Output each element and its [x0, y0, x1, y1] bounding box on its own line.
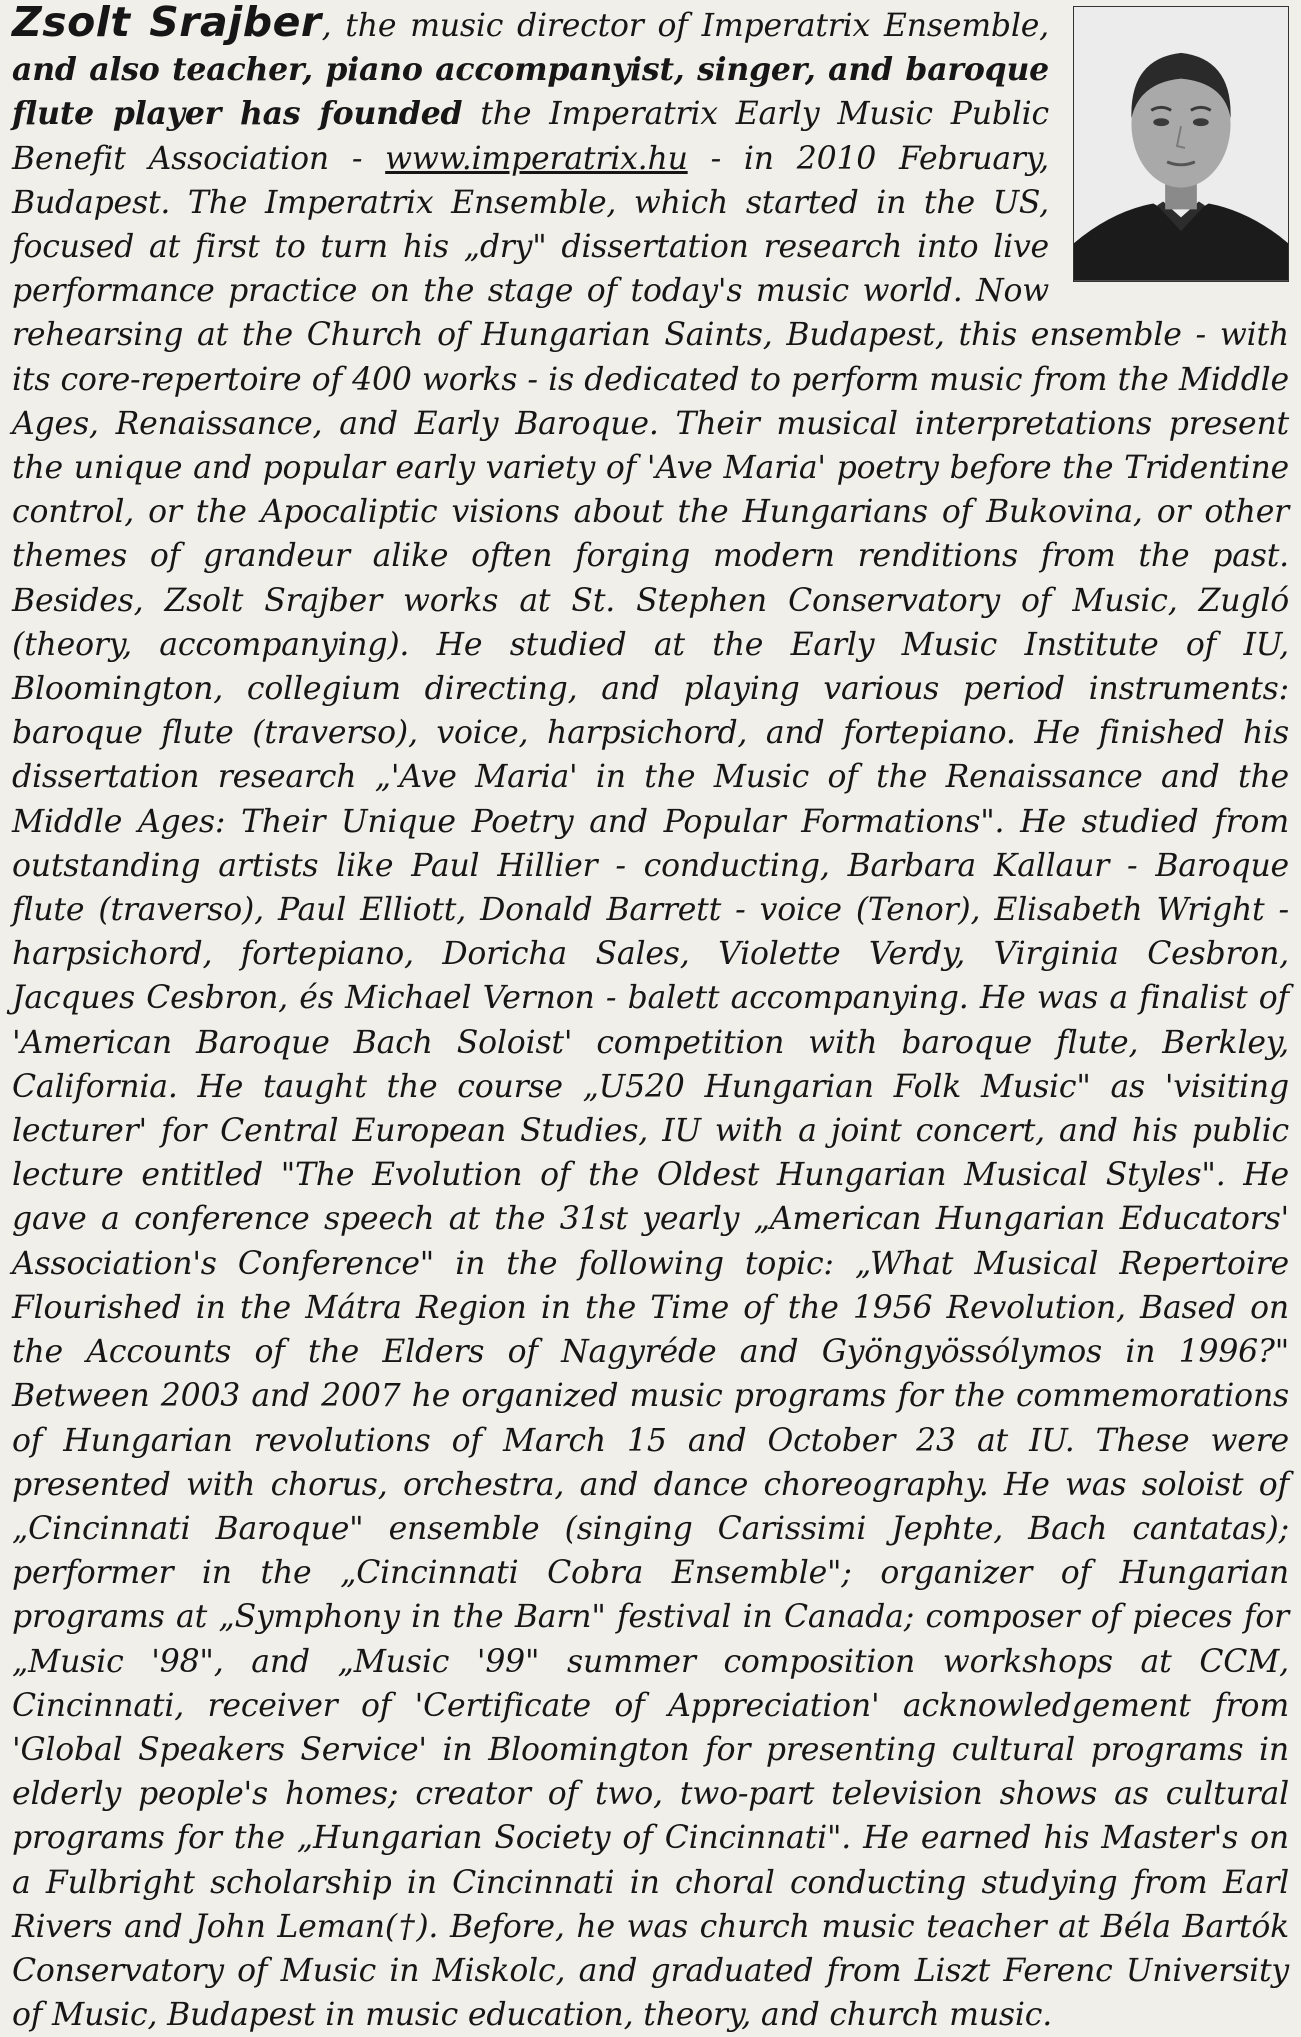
author-name: Zsolt Srajber — [12, 0, 322, 46]
intro-text: , the music director of Imperatrix Ensemble, — [321, 8, 1049, 44]
founding-text: the Imperatrix Early Music Public Benefit Association - — [12, 96, 1049, 177]
biography-body: - in 2010 February, Budapest. The Imperatrix Ensemble, which started in the US, focused at first to turn his „dry" dissertation research into live performance practice on the stage of today's music world. Now rehearsing at the Church of Hungarian Saints, Budapest, this ensemble - with its core-repertoire of 400 works - is dedicated to perform music from the Middle Ages, Renaissance, and Early Baroque. Their musical interpretations present the unique and popular early variety of 'Ave Maria' poetry before the Tridentine control, or the Apocaliptic visions about the Hungarians of Bukovina, or other themes of grandeur alike often forging modern renditions from the past. Besides, Zsolt Srajber works at St. Stephen Conservatory of Music, Zugló (theory, accompanying). He studied at the Early Music Institute of IU, Bloomington, collegium directing, and playing various period instruments: baroque flute (traverso), voice, harpsichord, and fortepiano. He finished his dissertation research „'Ave Maria' in the Music of the Renaissance and the Middle Ages: Their Unique Poetry and Popular Formations". He studied from outstanding artists like Paul Hillier - conducting, Barbara Kallaur - Baroque flute (traverso), Paul Elliott, Donald Barrett - voice (Tenor), Elisabeth Wright - harpsichord, fortepiano, Doricha Sales, Violette Verdy, Virginia Cesbron, Jacques Cesbron, és Michael Vernon - balett accompanying. He was a finalist of 'American Baroque Bach Soloist' competition with baroque flute, Berkley, California. He taught the course „U520 Hungarian Folk Music" as 'visiting lecturer' for Central European Studies, IU with a joint concert, and his public lecture entitled "The Evolution of the Oldest Hungarian Musical Styles". He gave a conference speech at the 31st yearly „American Hungarian Educators' Association's Conference" in the following topic: „What Musical Repertoire Flourished in the Mátra Region in the Time of the 1956 Revolution, Based on the Accounts of the Elders of Nagyréde and Gyöngyössólymos in 1996?" Between 2003 and 2007 he organized music programs for the commemorations of Hungarian revolutions of March 15 and October 23 at IU. These were presented with chorus, orchestra, and dance choreography. He was soloist of „Cincinnati Baroque" ensemble (singing Carissimi Jephte, Bach cantatas); performer in the „Cincinnati Cobra Ensemble"; organizer of Hungarian programs at „Symphony in the Barn" festival in Canada; composer of pieces for „Music '98", and „Music '99" summer composition workshops at CCM, Cincinnati, receiver of 'Certificate of Appreciation' acknowledgement from 'Global Speakers Service' in Bloomington for presenting cultural programs in elderly people's homes; creator of two, two-part television shows as cultural programs for the „Hungarian Society of Cincinnati". He earned his Master's on a Fulbright scholarship in Cincinnati in choral conducting studying from Earl Rivers and John Leman(†). Before, he was church music teacher at Béla Bartók Conservatory of Music in Miskolc, and graduated from Liszt Ferenc University of Music, Budapest in music education, theory, and church music. — [12, 140, 1289, 2034]
portrait-photo — [1073, 6, 1289, 282]
biography-paragraph — [12, 0, 1289, 2037]
lead-phrase: and also teacher, piano accompanyist, singer, and baroque flute player has founded — [12, 51, 1049, 133]
website-link[interactable]: www.imperatrix.hu — [385, 140, 688, 177]
portrait-illustration — [1074, 7, 1288, 281]
